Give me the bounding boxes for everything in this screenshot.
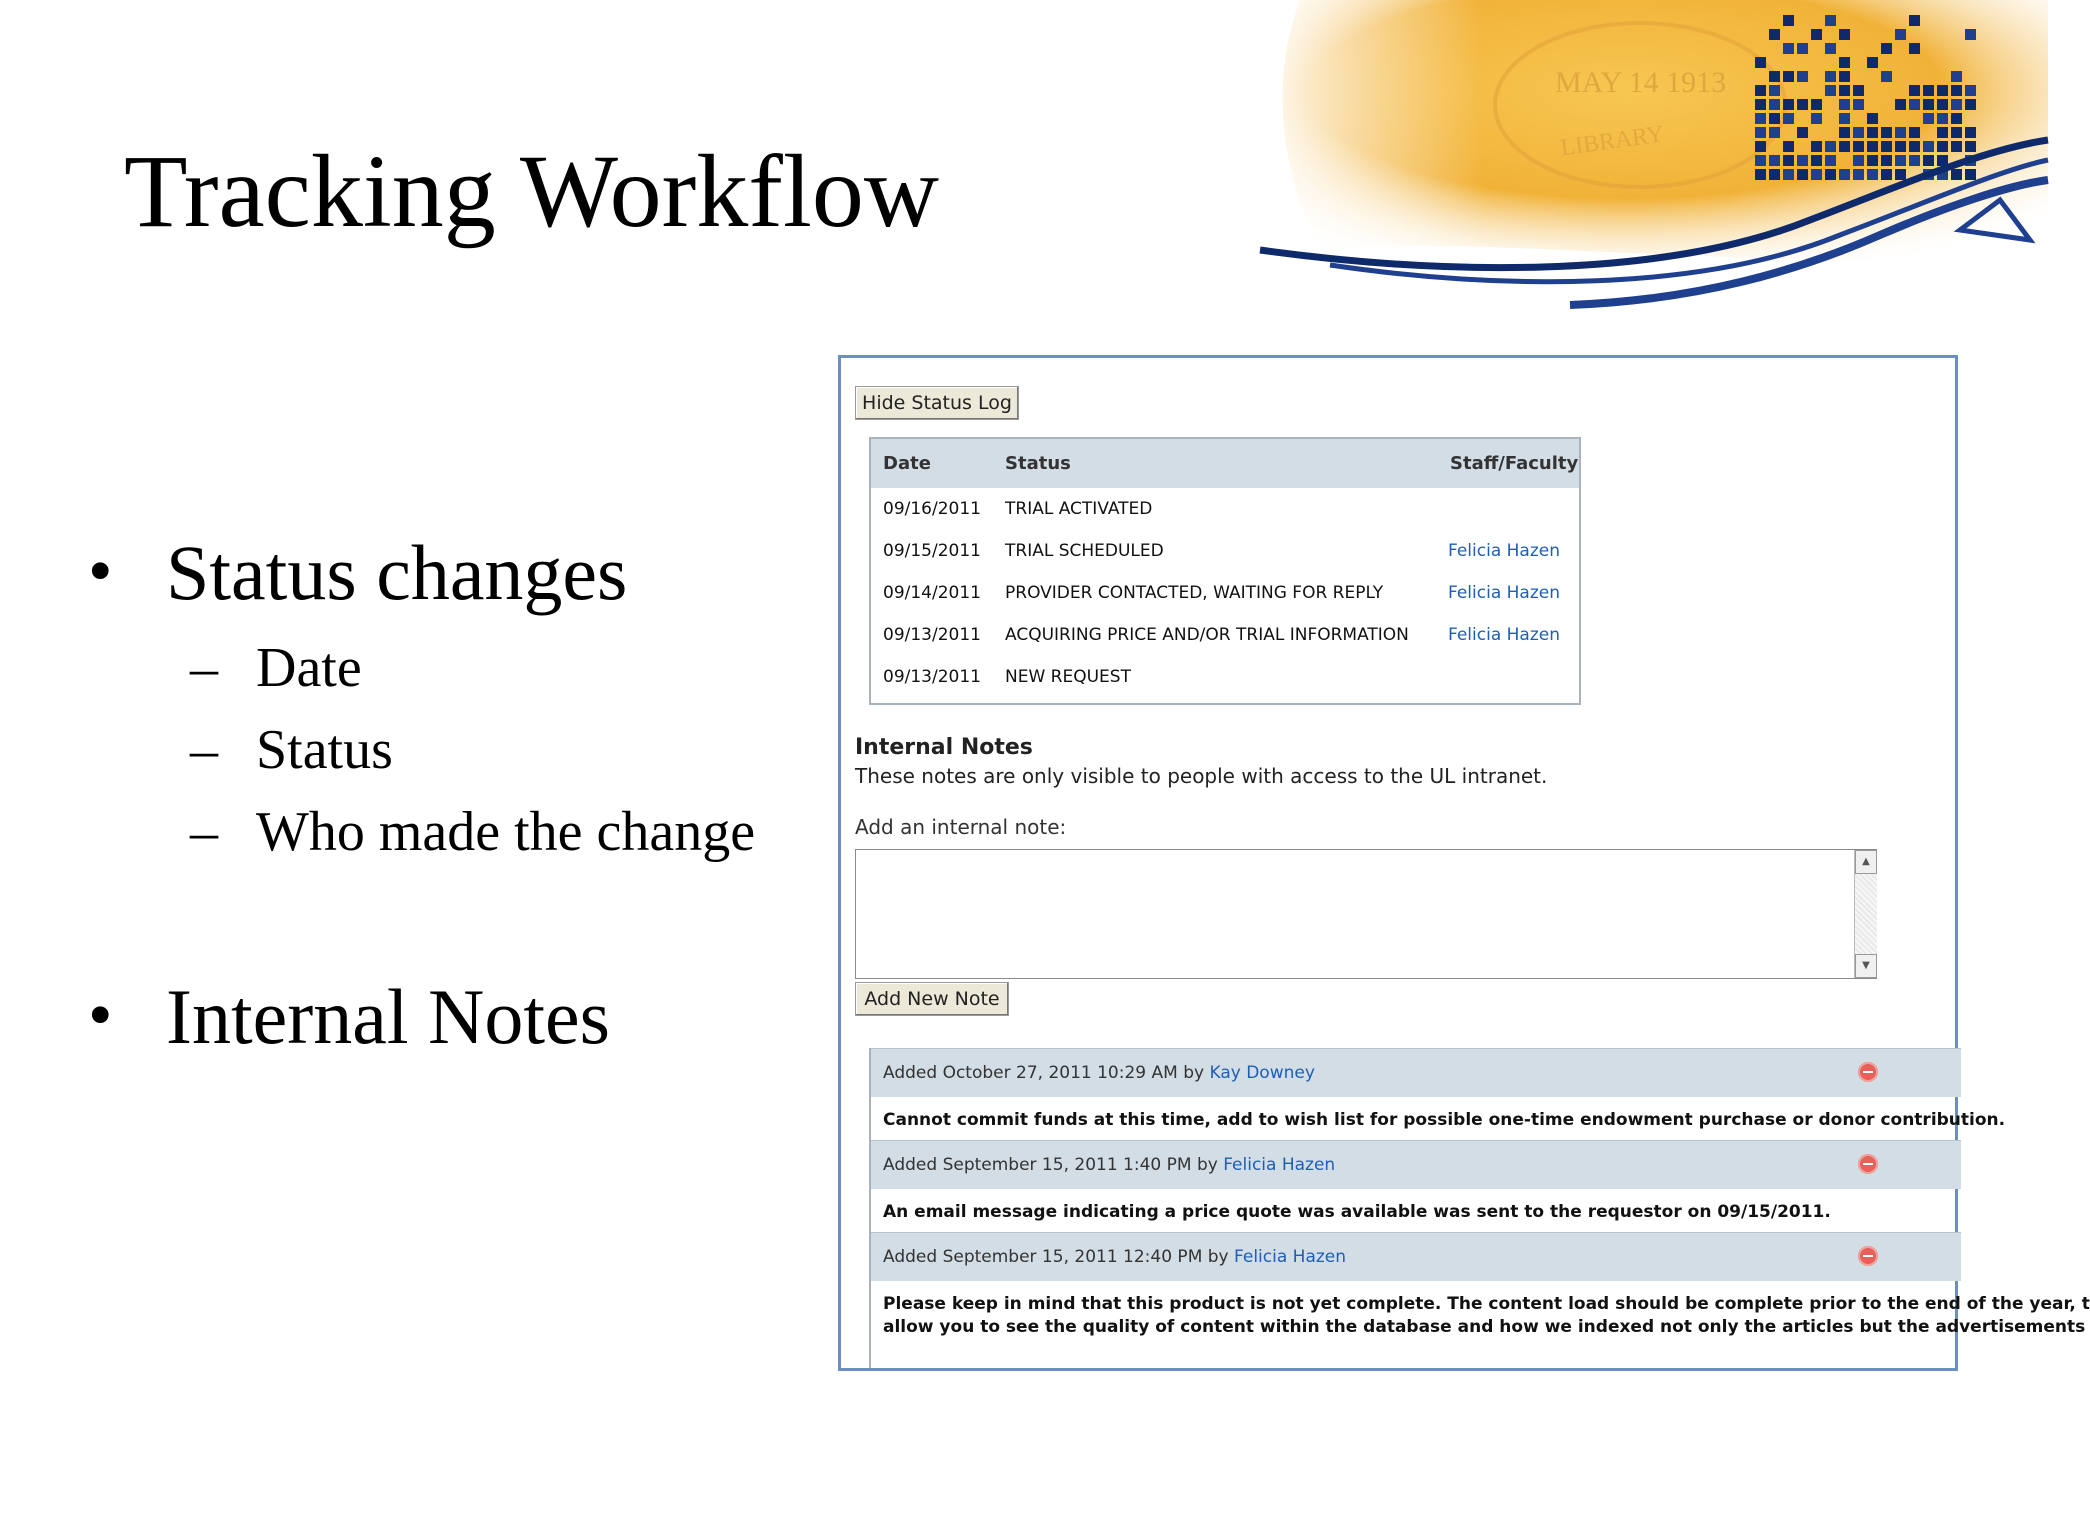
note-input-scrollbar[interactable] [1854, 850, 1877, 978]
row-date: 09/16/2011 [883, 499, 981, 519]
row-date: 09/15/2011 [883, 541, 981, 561]
note-author-link[interactable]: Felicia Hazen [1234, 1247, 1347, 1267]
note-meta [883, 1247, 1346, 1267]
note-header [871, 1048, 1961, 1097]
table-row [871, 573, 1579, 615]
status-log-header [871, 439, 1579, 488]
sub-bullet-text: Date [256, 637, 362, 699]
add-new-note-button[interactable]: Add New Note [855, 982, 1009, 1016]
note-body: Please keep in mind that this product is not yet complete. The content load should be complete prior to the end of the year, t [883, 1294, 2090, 1314]
internal-note-input[interactable] [855, 849, 1877, 979]
bullet-text: Internal Notes [166, 973, 611, 1060]
internal-notes-heading: Internal Notes [855, 735, 1033, 760]
note-added-text: Added October 27, 2011 10:29 AM by [883, 1063, 1205, 1083]
row-date: 09/13/2011 [883, 625, 981, 645]
add-note-label: Add an internal note: [855, 815, 1067, 839]
internal-notes-list [869, 1048, 2090, 1368]
table-row [871, 531, 1579, 573]
row-status: TRIAL SCHEDULED [1005, 541, 1164, 561]
row-status: TRIAL ACTIVATED [1005, 499, 1153, 519]
note-author-link[interactable]: Kay Downey [1209, 1063, 1315, 1083]
sub-bullet-text: Status [256, 719, 393, 781]
note-header [871, 1232, 1961, 1281]
status-log-table [869, 437, 1581, 705]
request-detail-screenshot [838, 355, 2090, 1371]
row-staff-link[interactable]: Felicia Hazen [1448, 541, 1561, 561]
column-header-date: Date [883, 453, 931, 474]
row-status: NEW REQUEST [1005, 667, 1131, 687]
bullet-text: Status changes [166, 529, 628, 616]
table-row [871, 657, 1579, 699]
row-status: PROVIDER CONTACTED, WAITING FOR REPLY [1005, 583, 1384, 603]
table-row [871, 489, 1579, 531]
note-body: An email message indicating a price quote was available was sent to the requestor on 09/15/2011. [883, 1202, 1831, 1222]
sub-bullet-text: Who made the change [256, 801, 756, 863]
delete-note-icon[interactable] [1858, 1062, 1878, 1082]
scroll-down-icon[interactable]: ▼ [1855, 954, 1877, 978]
note-meta [883, 1063, 1315, 1083]
delete-note-icon[interactable] [1858, 1246, 1878, 1266]
note-added-text: Added September 15, 2011 1:40 PM by [883, 1155, 1218, 1175]
note-added-text: Added September 15, 2011 12:40 PM by [883, 1247, 1229, 1267]
hide-status-log-button[interactable]: Hide Status Log [855, 386, 1019, 420]
column-header-status: Status [1005, 453, 1071, 474]
row-status: ACQUIRING PRICE AND/OR TRIAL INFORMATION [1005, 625, 1409, 645]
note-author-link[interactable]: Felicia Hazen [1223, 1155, 1336, 1175]
internal-notes-description: These notes are only visible to people with access to the UL intranet. [855, 764, 1548, 788]
scroll-up-icon[interactable]: ▲ [1855, 850, 1877, 874]
note-body: Cannot commit funds at this time, add to wish list for possible one-time endowment purchase or donor contribution. [883, 1110, 2006, 1130]
column-header-staff: Staff/Faculty [1450, 453, 1579, 474]
row-date: 09/14/2011 [883, 583, 981, 603]
delete-note-icon[interactable] [1858, 1154, 1878, 1174]
row-date: 09/13/2011 [883, 667, 981, 687]
table-row [871, 615, 1579, 657]
stamp-library-text: LIBRARY [1558, 121, 1666, 162]
note-meta [883, 1155, 1335, 1175]
note-body: allow you to see the quality of content within the database and how we indexed not only the articles but the advertisements [883, 1317, 2086, 1337]
library-banner-image [1240, 0, 2048, 320]
row-staff-link[interactable]: Felicia Hazen [1448, 625, 1561, 645]
row-staff-link[interactable]: Felicia Hazen [1448, 583, 1561, 603]
note-header [871, 1140, 1961, 1189]
slide-title: Tracking Workflow [124, 134, 939, 249]
stamp-date-text: MAY 14 1913 [1555, 66, 1727, 99]
